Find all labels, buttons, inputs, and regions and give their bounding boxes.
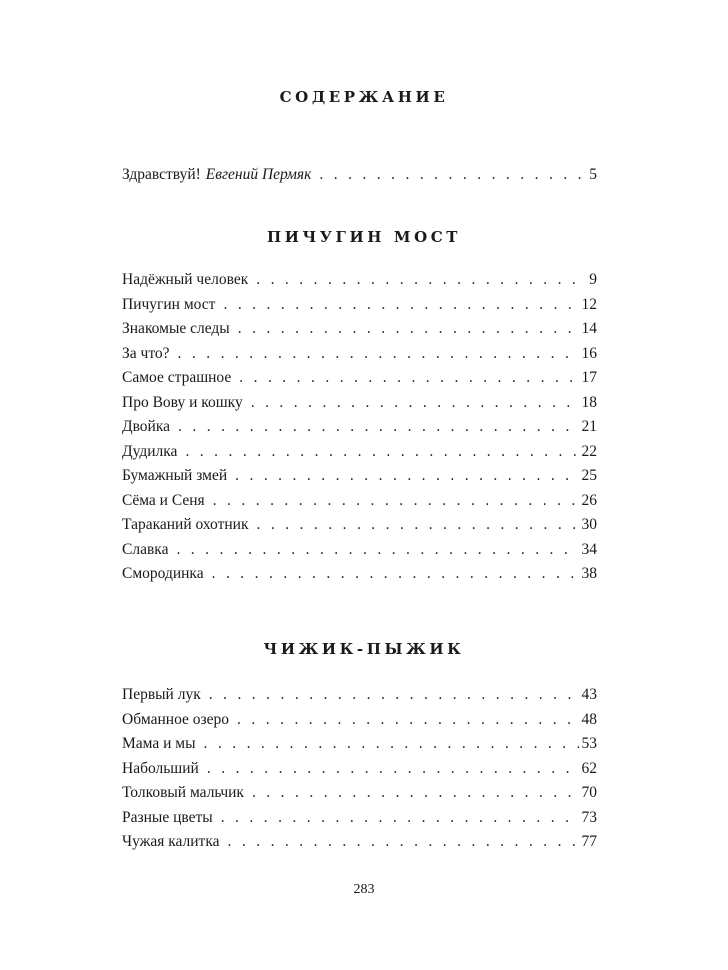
dot-leader <box>221 809 579 827</box>
toc-entry-title: Первый лук <box>122 686 201 703</box>
toc-entry-page: 26 <box>581 491 597 509</box>
toc-entry-title: Самое страшное <box>122 369 232 386</box>
toc-entry-title: Знакомые следы <box>122 320 230 337</box>
toc-entry-title: Сёма и Сеня <box>122 491 205 509</box>
toc-entry-title: Надёжный человек <box>122 271 249 288</box>
toc-entry <box>122 394 597 419</box>
toc-entry <box>122 516 597 541</box>
toc-entry <box>122 418 597 443</box>
toc-entry-title: Набольший <box>122 759 199 777</box>
dot-leader <box>256 271 586 289</box>
dot-leader <box>178 345 579 363</box>
toc-entry <box>122 320 597 345</box>
dot-leader <box>207 760 579 778</box>
dot-leader <box>257 516 579 534</box>
toc-entry-intro <box>122 166 597 191</box>
toc-entry <box>122 467 597 492</box>
toc-entry-page: 73 <box>581 808 597 826</box>
toc-entry-page: 70 <box>581 784 597 801</box>
toc-entry <box>122 809 597 834</box>
toc-entry-title: Тараканий охотник <box>122 516 249 533</box>
toc-entry <box>122 492 597 517</box>
toc-entry-page: 48 <box>581 710 597 728</box>
dot-leader <box>238 320 579 338</box>
toc-entry-page: 77 <box>581 833 597 850</box>
toc-entry-page: 5 <box>589 166 597 183</box>
toc-entry-title: Бумажный змей <box>122 467 228 484</box>
dot-leader <box>228 833 579 851</box>
toc-entry <box>122 443 597 468</box>
toc-entry-page: 43 <box>581 686 597 703</box>
toc-entry-page: 9 <box>589 271 597 288</box>
dot-leader <box>209 686 579 704</box>
toc-entry <box>122 760 597 785</box>
toc-entry-title: Смородинка <box>122 565 204 582</box>
dot-leader <box>213 492 579 510</box>
toc-entry <box>122 833 597 858</box>
section-heading-chizhik-pyzhik: ЧИЖИК-ПЫЖИК <box>263 640 465 658</box>
dot-leader <box>319 166 586 184</box>
toc-entry <box>122 711 597 736</box>
toc-entry-title: Про Вову и кошку <box>122 393 243 411</box>
toc-entry <box>122 296 597 321</box>
toc-entry-title: Обманное озеро <box>122 710 230 728</box>
toc-entry-page: 21 <box>581 418 597 435</box>
toc-entry <box>122 565 597 590</box>
toc-entry-page: 62 <box>581 759 597 777</box>
toc-entry-title: Толковый мальчик <box>122 784 244 801</box>
dot-leader <box>239 369 578 387</box>
section-heading-pichugin-most: ПИЧУГИН МОСТ <box>266 228 462 246</box>
toc-entry-author: Евгений Пермяк <box>205 166 312 183</box>
toc-entry-title: За что? <box>122 344 170 362</box>
toc-entry <box>122 345 597 370</box>
toc-entry-page: 12 <box>581 295 597 313</box>
toc-entry-page: 22 <box>581 442 597 460</box>
dot-leader <box>251 394 579 412</box>
toc-entry-title: Двойка <box>122 418 171 435</box>
toc-entry <box>122 686 597 711</box>
toc-entry-title: Разные цветы <box>122 808 213 826</box>
toc-entry-page: 53 <box>581 735 597 752</box>
toc-entry-page: 25 <box>581 467 597 484</box>
page-number: 283 <box>353 882 375 897</box>
dot-leader <box>223 296 578 314</box>
toc-entry-title: Здравствуй! <box>122 166 201 183</box>
toc-entry-page: 17 <box>581 369 597 386</box>
dot-leader <box>185 443 578 461</box>
contents-heading: СОДЕРЖАНИЕ <box>279 88 449 106</box>
toc-entry-title: Дудилка <box>122 442 178 460</box>
section-list-pichugin-most <box>122 271 597 590</box>
toc-entry <box>122 541 597 566</box>
dot-leader <box>212 565 579 583</box>
dot-leader <box>252 784 579 802</box>
toc-entry <box>122 784 597 809</box>
dot-leader <box>178 418 578 436</box>
toc-entry <box>122 271 597 296</box>
section-list-chizhik-pyzhik <box>122 686 597 858</box>
toc-entry-page: 34 <box>581 540 597 558</box>
toc-entry-page: 30 <box>581 516 597 533</box>
toc-entry <box>122 369 597 394</box>
toc-entry-title: Мама и мы <box>122 735 196 752</box>
toc-entry <box>122 735 597 760</box>
dot-leader <box>235 467 578 485</box>
toc-entry-page: 38 <box>581 565 597 582</box>
toc-entry-title: Славка <box>122 540 169 558</box>
dot-leader <box>204 735 579 753</box>
dot-leader <box>237 711 578 729</box>
toc-entry-title: Пичугин мост <box>122 295 216 313</box>
toc-entry-page: 16 <box>581 344 597 362</box>
toc-entry-page: 18 <box>581 393 597 411</box>
toc-entry-page: 14 <box>581 320 597 337</box>
dot-leader <box>176 541 578 559</box>
intro-list <box>122 166 597 191</box>
toc-entry-title: Чужая калитка <box>122 833 220 850</box>
